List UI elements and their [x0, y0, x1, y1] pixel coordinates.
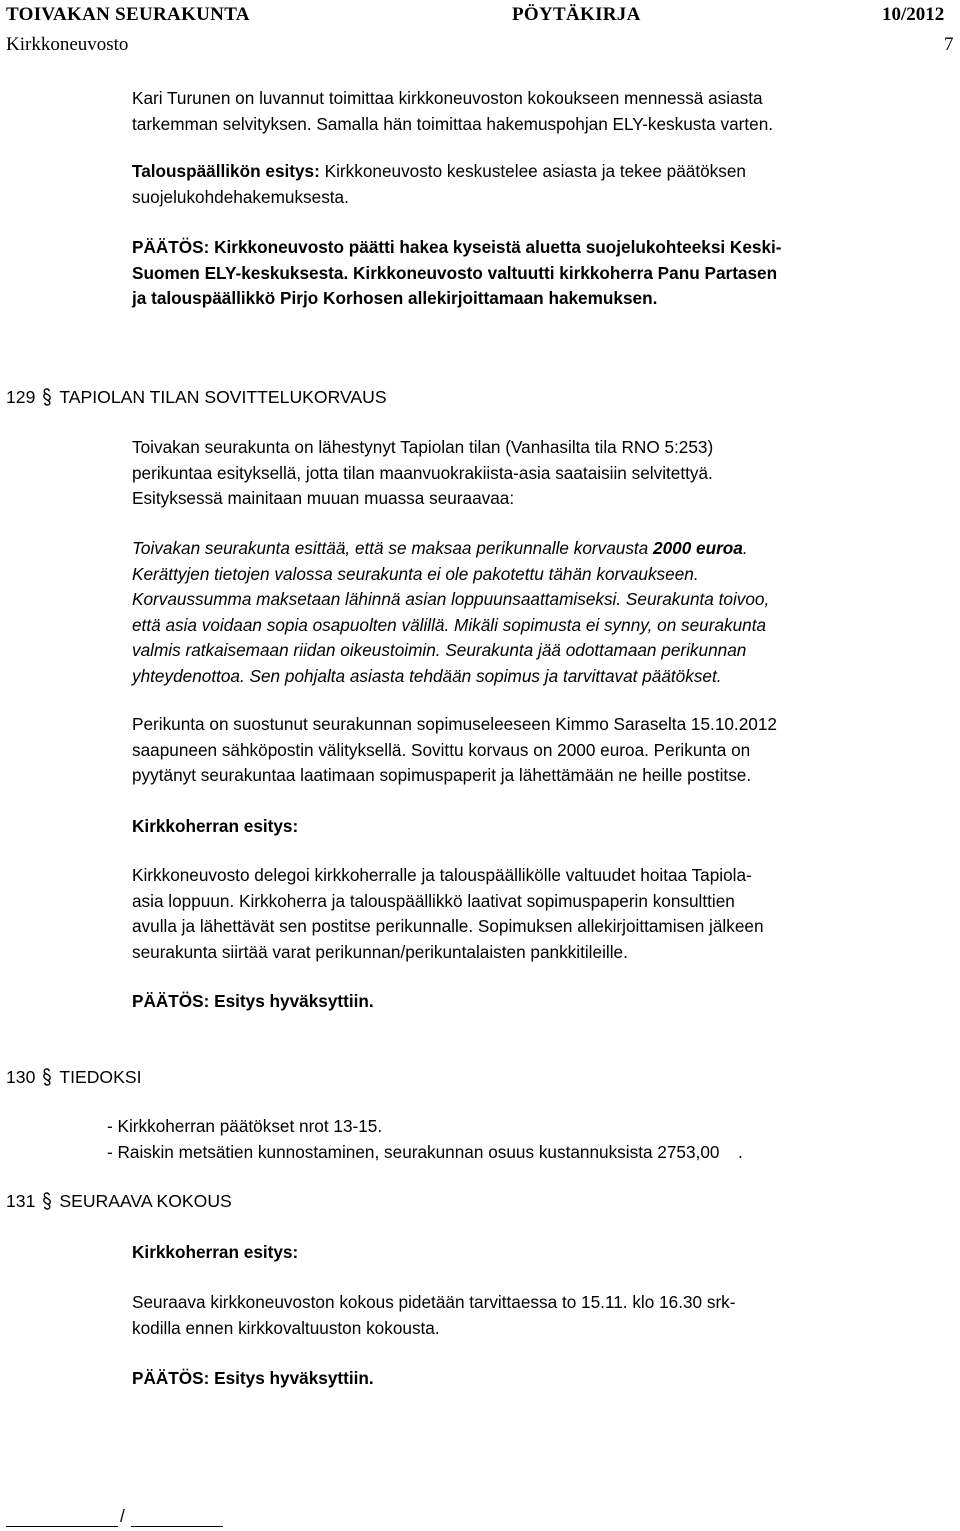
text-line: Perikunta on suostunut seurakunnan sopimuseleeseen Kimmo Saraselta 15.10.2012: [132, 714, 777, 734]
text-line: ja talouspäällikkö Pirjo Korhosen allekirjoittamaan hakemuksen.: [132, 288, 658, 308]
text-line: Suomen ELY-keskuksesta. Kirkkoneuvosto valtuutti kirkkoherra Panu Partasen: [132, 262, 778, 283]
section-129-quote: [132, 536, 769, 689]
text-line: Esityksessä mainitaan muuan muassa seuraavaa:: [132, 488, 515, 508]
decision-paragraph: PÄÄTÖS: Esitys hyväksyttiin.: [132, 991, 374, 1011]
text-line: Kerättyjen tietojen valossa seurakunta ei ole pakotettu tähän korvaukseen.: [132, 563, 699, 584]
intro-paragraph: [132, 86, 773, 137]
signature-line-right: [131, 1526, 223, 1527]
header-org: TOIVAKAN SEURAKUNTA: [6, 4, 250, 25]
section-title: TAPIOLAN TILAN SOVITTELUKORVAUS: [59, 387, 387, 407]
section-number: 129: [6, 387, 36, 407]
text-line: valmis ratkaisemaan riidan oikeustoimin. Seurakunta jää odottamaan perikunnan: [132, 640, 747, 660]
vicar-proposal-label: Kirkkoherran esitys:: [132, 816, 299, 836]
text-line: Kari Turunen on luvannut toimittaa kirkkoneuvoston kokoukseen mennessä asiasta: [132, 88, 763, 108]
text-line: että asia voidaan sopia osapuolten välillä. Mikäli sopimusta ei synny, on seurakunta: [132, 614, 767, 635]
quote-amount: 2000 euroa: [653, 538, 743, 558]
text-line: kodilla ennen kirkkovaltuuston kokousta.: [132, 1317, 440, 1338]
list-item: - Kirkkoherran päätökset nrot 13-15.: [107, 1116, 383, 1136]
signature-line-left: [6, 1526, 118, 1527]
list-item: - Raiskin metsätien kunnostaminen, seurakunnan osuus kustannuksista 2753,00 .: [107, 1141, 743, 1162]
section-129-paragraph: [132, 712, 777, 789]
section-title: TIEDOKSI: [59, 1067, 142, 1087]
text-line: suojelukohdehakemuksesta.: [132, 186, 349, 207]
text-line: saapuneen sähköpostin välityksellä. Sovittu korvaus on 2000 euroa. Perikunta on: [132, 739, 751, 760]
signature-separator: /: [120, 1506, 125, 1526]
section-mark-icon: [41, 1068, 53, 1086]
section-number: 130: [6, 1067, 36, 1087]
header-body-name: Kirkkoneuvosto: [6, 34, 129, 55]
text-line: yhteydenottoa. Sen pohjalta asiasta tehdään sopimus ja tarvittavat päätökset.: [132, 665, 722, 686]
section-number: 131: [6, 1191, 36, 1211]
quote-text: Toivakan seurakunta esittää, että se maksaa perikunnalle korvausta: [132, 538, 654, 558]
finance-proposal-text: Kirkkoneuvosto keskustelee asiasta ja tekee päätöksen: [319, 161, 746, 181]
section-131-heading: [6, 1190, 232, 1212]
section-129-heading: [6, 386, 387, 408]
text-line: Korvaussumma maksetaan lähinnä asian loppuunsaattamiseksi. Seurakunta toivoo,: [132, 589, 770, 609]
info-list: [107, 1114, 743, 1165]
vicar-proposal-label: Kirkkoherran esitys:: [132, 1242, 299, 1262]
text-line: Kirkkoneuvosto delegoi kirkkoherralle ja talouspäällikölle valtuudet hoitaa Tapiola-: [132, 865, 752, 885]
text-line: Toivakan seurakunta on lähestynyt Tapiolan tilan (Vanhasilta tila RNO 5:253): [132, 437, 714, 457]
text-line: seurakunta siirtää varat perikunnan/perikuntalaisten pankkitileille.: [132, 941, 628, 962]
decision-paragraph: [132, 235, 782, 312]
vicar-proposal-paragraph: [132, 863, 764, 965]
section-130-heading: [6, 1066, 141, 1088]
text-line: tarkemman selvityksen. Samalla hän toimittaa hakemuspohjan ELY-keskusta varten.: [132, 113, 774, 134]
section-mark-icon: [41, 1192, 53, 1210]
text-line: perikuntaa esityksellä, jotta tilan maanvuokrakiista-asia saataisiin selvitettyä.: [132, 462, 713, 483]
text-line: avulla ja lähettävät sen postitse perikunnalle. Sopimuksen allekirjoittamisen jälkeen: [132, 916, 764, 936]
section-mark-icon: [41, 388, 53, 406]
header-doc-number: 10/2012: [882, 4, 945, 25]
section-129-paragraph: [132, 435, 713, 512]
finance-proposal-label: Talouspäällikön esitys:: [132, 161, 320, 181]
text-line: pyytänyt seurakuntaa laatimaan sopimuspaperit ja lähettämään ne heille postitse.: [132, 765, 752, 785]
header-page-number: 7: [944, 34, 954, 55]
decision-paragraph: PÄÄTÖS: Esitys hyväksyttiin.: [132, 1368, 374, 1388]
section-title: SEURAAVA KOKOUS: [59, 1191, 232, 1211]
finance-proposal-paragraph: [132, 159, 746, 210]
text-line: Seuraava kirkkoneuvoston kokous pidetään tarvittaessa to 15.11. klo 16.30 srk-: [132, 1292, 736, 1312]
next-meeting-paragraph: [132, 1290, 736, 1341]
text-line: asia loppuun. Kirkkoherra ja talouspäällikkö laativat sopimuspaperin konsulttien: [132, 890, 735, 911]
text-line: [132, 159, 746, 185]
header-doc-type: PÖYTÄKIRJA: [512, 4, 641, 25]
quote-text: .: [742, 538, 748, 558]
text-line: PÄÄTÖS: Kirkkoneuvosto päätti hakea kyseistä aluetta suojelukohteeksi Keski-: [132, 237, 782, 257]
text-line: [132, 536, 769, 562]
